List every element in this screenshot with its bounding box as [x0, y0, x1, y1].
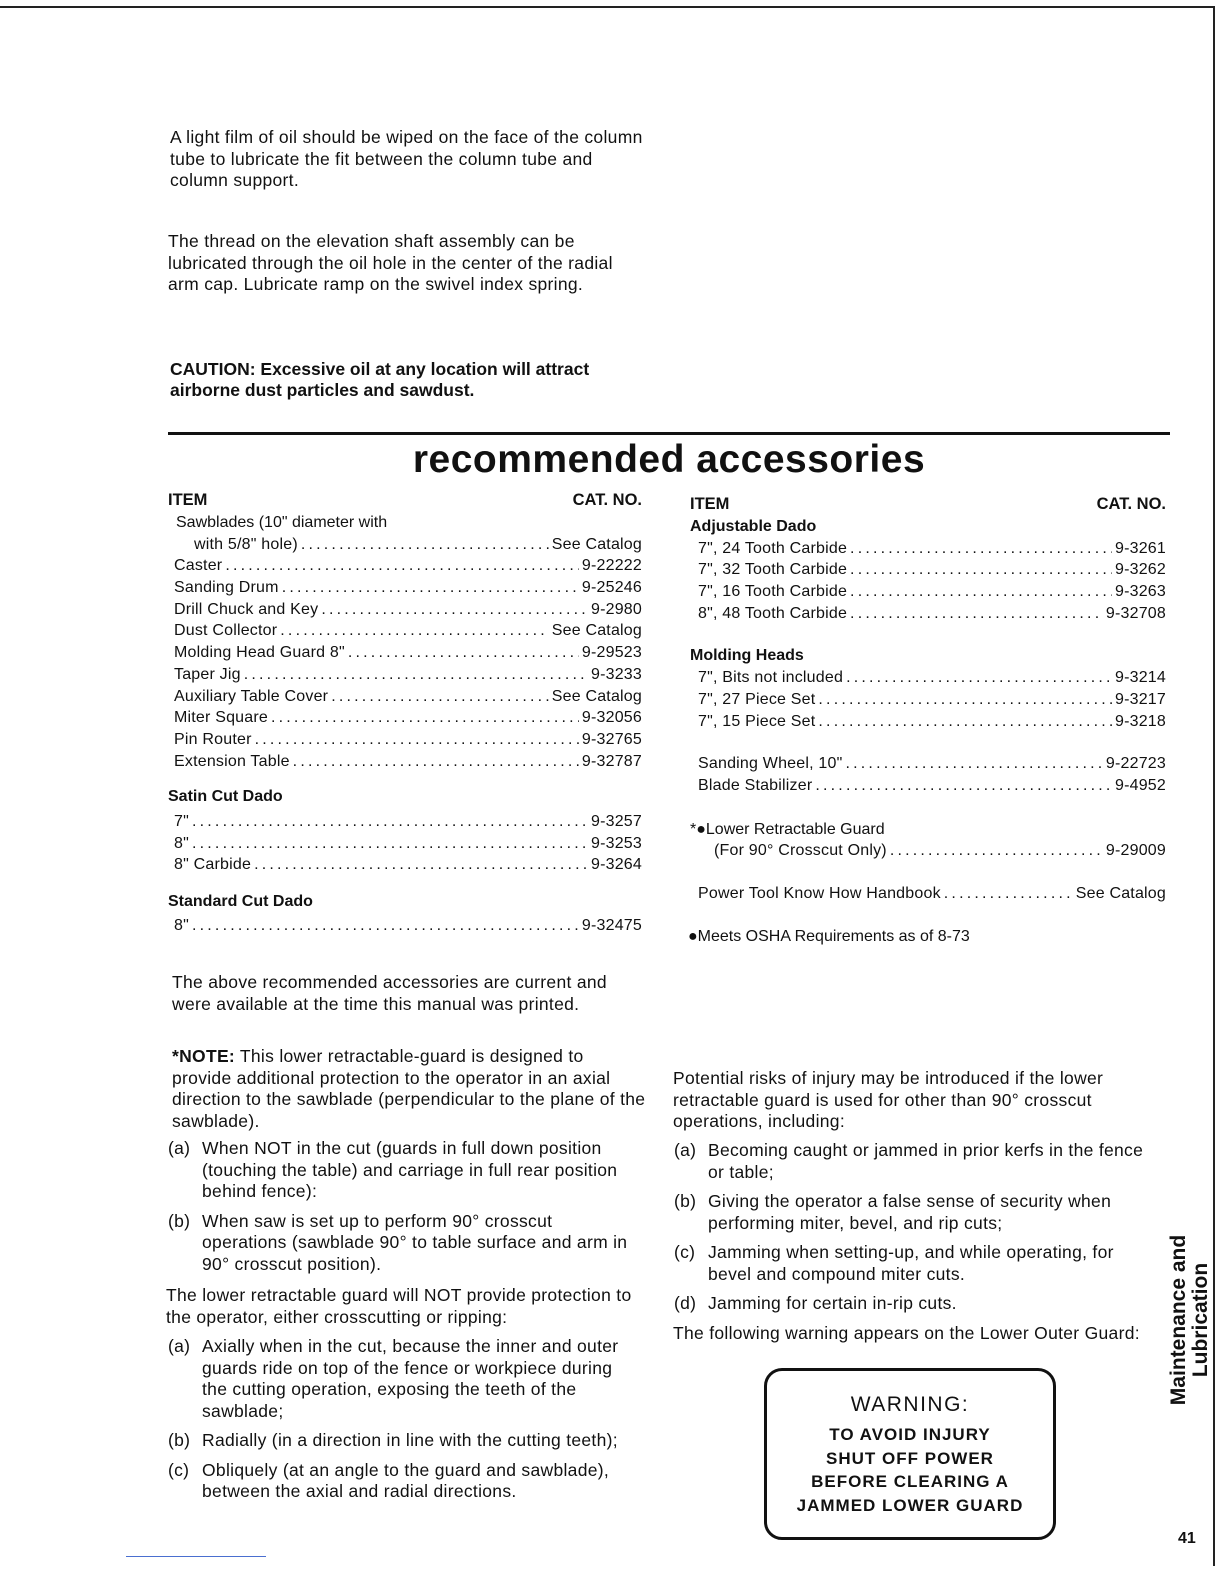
dot-leader [815, 775, 1112, 797]
accessory-name: 7", 24 Tooth Carbide [698, 539, 848, 557]
accessory-row [690, 603, 1166, 625]
accessory-cat-no: 9-3233 [590, 665, 642, 683]
accessory-row [168, 729, 642, 751]
accessory-row [690, 711, 1166, 733]
accessory-cat-no: 9-3262 [1114, 561, 1166, 579]
page-top-border [0, 6, 1215, 8]
accessory-cat-no: 9-32475 [581, 916, 642, 934]
list-item-label: (a) [168, 1336, 191, 1356]
item-header: ITEM [168, 491, 208, 509]
accessory-row [168, 664, 642, 686]
warning-line: SHUT OFF POWER [826, 1448, 994, 1468]
accessory-row [690, 753, 1166, 775]
dot-leader [192, 915, 579, 937]
accessory-cat-no: See Catalog [1075, 884, 1166, 902]
accessory-cat-no: See Catalog [551, 535, 642, 553]
list-item [674, 1191, 1150, 1234]
list-item [168, 1430, 640, 1452]
dot-leader [254, 854, 588, 876]
lower-guard-line: *●Lower Retractable Guard [690, 820, 885, 838]
accessory-row [168, 707, 642, 729]
list-item-label: (c) [674, 1242, 696, 1262]
accessory-row [168, 555, 642, 577]
list-item-text: Radially (in a direction in line with the cutting teeth); [202, 1430, 618, 1450]
accessory-cat-no: 9-29009 [1105, 842, 1166, 860]
accessories-heading: recommended accessories [412, 438, 926, 481]
accessory-row [690, 581, 1166, 603]
accessory-name: 7", 27 Piece Set [698, 690, 816, 708]
list-item [674, 1140, 1150, 1183]
satin-cut-dado-title: Satin Cut Dado [168, 788, 283, 806]
dot-leader [944, 883, 1073, 905]
accessory-cat-no: 9-32708 [1105, 604, 1166, 622]
page-number: 41 [1178, 1530, 1196, 1547]
dot-leader [850, 603, 1103, 625]
accessory-name: 8" Carbide [174, 856, 252, 874]
accessory-row [690, 689, 1166, 711]
accessory-name: Blade Stabilizer [698, 776, 813, 794]
accessory-name: Sanding Drum [174, 579, 279, 597]
list-item-text: When NOT in the cut (guards in full down position (touching the table) and carriage in full rear position behind fence): [202, 1138, 618, 1201]
dot-leader [818, 689, 1112, 711]
accessory-name: Power Tool Know How Handbook [698, 884, 941, 902]
list-item-text: Becoming caught or jammed in prior kerfs in the fence or table; [708, 1140, 1144, 1182]
sawblades-line: Sawblades (10" diameter with [176, 514, 388, 531]
dot-leader [846, 667, 1112, 689]
accessory-cat-no: 9-29523 [581, 644, 642, 662]
accessory-name: Dust Collector [174, 622, 278, 640]
list-item-text: Jamming for certain in-rip cuts. [708, 1293, 957, 1313]
dot-leader [192, 833, 588, 855]
accessory-cat-no: 9-2980 [590, 600, 642, 618]
dot-leader [331, 686, 549, 708]
accessory-cat-no: 9-3264 [590, 856, 642, 874]
guard-protection-list [168, 1138, 640, 1275]
osha-note: ●Meets OSHA Requirements as of 8-73 [688, 927, 970, 945]
accessory-row [168, 577, 642, 599]
bottom-underline [126, 1556, 266, 1557]
accessory-name: 7", 16 Tooth Carbide [698, 583, 848, 601]
accessory-name: 7" [174, 812, 189, 830]
accessory-name: (For 90° Crosscut Only) [714, 842, 887, 860]
list-item [168, 1460, 640, 1503]
cat-no-header: CAT. NO. [572, 491, 642, 509]
item-header: ITEM [690, 495, 730, 513]
accessory-row [690, 775, 1166, 797]
dot-leader [271, 707, 579, 729]
accessory-row [690, 538, 1166, 560]
section-side-tab-text [1168, 1235, 1212, 1405]
list-item-text: Giving the operator a false sense of security when performing miter, bevel, and rip cuts; [708, 1191, 1112, 1233]
standard-cut-dado-title: Standard Cut Dado [168, 893, 313, 911]
side-tab-line: Lubrication [1189, 1262, 1212, 1378]
not-protect-paragraph: The lower retractable guard will NOT provide protection to the operator, either crosscutting or ripping: [166, 1285, 632, 1327]
adjustable-dado-title: Adjustable Dado [690, 518, 817, 535]
accessory-cat-no: 9-3217 [1114, 690, 1166, 708]
warning-line: BEFORE CLEARING A [811, 1472, 1009, 1491]
accessory-cat-no: 9-3263 [1114, 583, 1166, 601]
accessory-name: 7", 15 Piece Set [698, 712, 816, 730]
dot-leader [850, 559, 1112, 581]
accessory-name: with 5/8" hole) [194, 535, 298, 553]
accessory-cat-no: 9-3253 [590, 834, 642, 852]
note-label: *NOTE: [172, 1046, 236, 1066]
accessory-row [168, 915, 642, 937]
cat-no-header: CAT. NO. [1096, 495, 1166, 513]
warning-label-box [764, 1368, 1056, 1540]
dot-leader [192, 811, 588, 833]
warning-line: TO AVOID INJURY [829, 1425, 991, 1444]
dot-leader [282, 577, 579, 599]
warning-line: JAMMED LOWER GUARD [796, 1495, 1024, 1515]
accessory-name: Pin Router [174, 730, 252, 748]
risks-list [674, 1140, 1150, 1315]
accessory-cat-no: 9-3214 [1114, 669, 1166, 687]
list-item-label: (a) [168, 1138, 191, 1158]
intro-paragraph-thread: The thread on the elevation shaft assembly can be lubricated through the oil hole in the center of the radial arm cap. Lubricate ramp on the swivel index spring. [168, 231, 613, 294]
list-item-text: Obliquely (at an angle to the guard and sawblade), between the axial and radial directions. [202, 1459, 610, 1501]
accessory-name: Caster [174, 557, 223, 575]
left-column-header [168, 491, 642, 510]
list-item-text: When saw is set up to perform 90° crosscut operations (sawblade 90° to table surface and arm in 90° crosscut position). [202, 1210, 628, 1274]
accessory-cat-no: 9-32787 [581, 752, 642, 770]
accessories-left-column [168, 491, 642, 936]
adjustable-dado-list [690, 538, 1166, 625]
accessory-name: 7", 32 Tooth Carbide [698, 561, 848, 579]
accessory-name: Extension Table [174, 752, 290, 770]
accessory-name: 7", Bits not included [698, 669, 844, 687]
accessory-row [168, 751, 642, 773]
accessory-name: Sanding Wheel, 10" [698, 755, 843, 773]
accessory-cat-no: 9-4952 [1114, 776, 1166, 794]
dot-leader [244, 664, 588, 686]
dot-leader [301, 534, 549, 556]
list-item-label: (b) [168, 1210, 191, 1231]
caution-text: CAUTION: Excessive oil at any location will attract airborne dust particles and sawdust. [170, 359, 590, 400]
accessory-row [690, 559, 1166, 581]
accessory-row-handbook [690, 883, 1166, 905]
accessory-list-general [168, 555, 642, 772]
accessory-name: Drill Chuck and Key [174, 600, 319, 618]
accessory-row [168, 620, 642, 642]
list-item-label: (b) [674, 1191, 697, 1211]
accessory-name: 8" [174, 916, 189, 934]
accessory-cat-no: 9-3261 [1114, 539, 1166, 557]
accessory-row [168, 833, 642, 855]
accessory-name: Miter Square [174, 709, 268, 727]
dot-leader [818, 711, 1112, 733]
note-paragraph [172, 1046, 646, 1132]
list-item-text: Jamming when setting-up, and while operating, for bevel and compound miter cuts. [708, 1242, 1114, 1284]
dot-leader [280, 620, 548, 642]
molding-heads-title: Molding Heads [690, 647, 804, 665]
accessory-row-lower-guard [690, 840, 1166, 862]
accessory-name: Auxiliary Table Cover [174, 687, 329, 705]
section-divider [168, 432, 1170, 435]
dot-leader [255, 729, 579, 751]
list-item [168, 1336, 640, 1422]
list-item-label: (c) [168, 1459, 190, 1480]
accessory-cat-no: See Catalog [551, 622, 642, 640]
standard-cut-dado-list [168, 915, 642, 937]
accessory-cat-no: 9-3218 [1114, 712, 1166, 730]
accessory-row [168, 686, 642, 708]
accessory-name: 8", 48 Tooth Carbide [698, 604, 848, 622]
list-item [168, 1138, 640, 1203]
accessory-cat-no: 9-25246 [581, 579, 642, 597]
warning-intro-paragraph: The following warning appears on the Lower Outer Guard: [673, 1323, 1140, 1343]
dot-leader [348, 642, 579, 664]
accessory-cat-no: 9-22723 [1105, 755, 1166, 773]
accessory-cat-no: See Catalog [551, 687, 642, 705]
list-item [168, 1211, 640, 1276]
satin-cut-dado-list [168, 811, 642, 876]
accessory-row [690, 667, 1166, 689]
current-accessories-paragraph: The above recommended accessories are current and were available at the time this manual was printed. [172, 972, 607, 1014]
accessory-name: 8" [174, 834, 189, 852]
molding-heads-list [690, 667, 1166, 732]
side-tab-line: Maintenance and [1167, 1234, 1190, 1406]
accessory-row [168, 599, 642, 621]
note-text: This lower retractable-guard is designed to provide additional protection to the operator in an axial direction to the sawblade (perpendicular to the plane of the sawblade). [172, 1046, 646, 1131]
accessory-cat-no: 9-3257 [590, 812, 642, 830]
accessory-row [168, 854, 642, 876]
accessory-name: Molding Head Guard 8" [174, 644, 345, 662]
dot-leader [293, 751, 579, 773]
accessory-cat-no: 9-32056 [581, 709, 642, 727]
dot-leader [321, 599, 588, 621]
dot-leader [850, 538, 1112, 560]
list-item-label: (d) [674, 1293, 697, 1313]
list-item-label: (b) [168, 1430, 191, 1450]
accessory-row [168, 811, 642, 833]
dot-leader [225, 555, 579, 577]
list-item [674, 1293, 1150, 1315]
section-side-tab [1164, 1230, 1216, 1410]
list-item-label: (a) [674, 1140, 697, 1160]
warning-title: WARNING: [850, 1393, 970, 1416]
dot-leader [850, 581, 1112, 603]
misc-accessory-list [690, 753, 1166, 796]
accessories-right-column [690, 495, 1166, 947]
accessory-cat-no: 9-32765 [581, 730, 642, 748]
accessory-cat-no: 9-22222 [581, 557, 642, 575]
accessory-row-sawblades [168, 534, 642, 556]
list-item [674, 1242, 1150, 1285]
right-column-header [690, 495, 1166, 514]
warning-lines [767, 1423, 1053, 1517]
not-protect-list [168, 1336, 640, 1503]
dot-leader [890, 840, 1103, 862]
dot-leader [845, 753, 1102, 775]
accessory-row [168, 642, 642, 664]
intro-paragraph-oil: A light film of oil should be wiped on the face of the column tube to lubricate the fit between the column tube and column support. [170, 127, 643, 190]
list-item-text: Axially when in the cut, because the inner and outer guards ride on top of the fence or workpiece during the cutting operation, exposing the teeth of the sawblade; [202, 1336, 619, 1421]
accessory-name: Taper Jig [174, 665, 241, 683]
risks-paragraph: Potential risks of injury may be introduced if the lower retractable guard is used for other than 90° crosscut operations, including: [673, 1068, 1104, 1131]
